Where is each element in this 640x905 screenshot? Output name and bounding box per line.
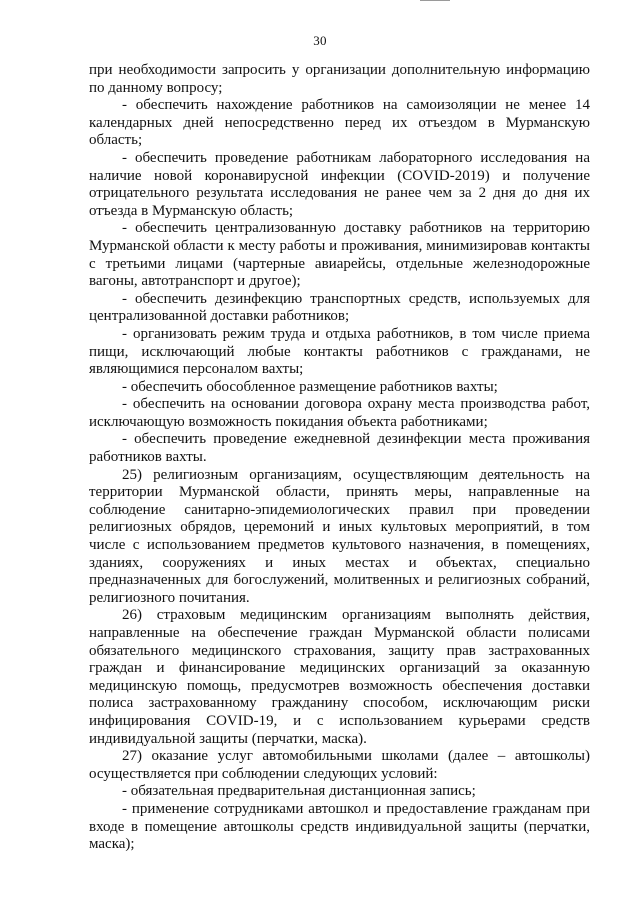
clause-26-insurance-organizations: 26) страховым медицинским организациям выполнять действия, направленные на обеспечение граждан Мурманской области полисами обязательного медицинского страхования, защиту прав застрахованных граждан и финансирование медицинских организаций за оказанную медицинскую помощь, предусмотрев возможность обеспечения доставки полиса застрахованному гражданину способом, исключающим риски инфицирования COVID-19, и с использованием курьерами средств индивидуальной защиты (перчатки, маска). xyxy=(89,607,590,747)
clause-27-driving-schools: 27) оказание услуг автомобильными школами (далее – автошколы) осуществляется при соблюдении следующих условий: xyxy=(89,748,590,782)
list-item-site-security: - обеспечить на основании договора охрану места производства работ, исключающую возможность покидания объекта работниками; xyxy=(89,396,590,430)
list-item-self-isolation: - обеспечить нахождение работников на самоизоляции не менее 14 календарных дней непосредственно перед их отъездом в Мурманскую область; xyxy=(89,97,590,149)
list-item-work-rest-regime: - организовать режим труда и отдыха работников, в том числе приема пищи, исключающий любые контакты работников с гражданами, не являющимися персоналом вахты; xyxy=(89,325,590,378)
list-item-lab-testing: - обеспечить проведение работникам лабораторного исследования на наличие новой коронавирусной инфекции (COVID-2019) и получение отрицательного результата исследования не ранее чем за 2 дня до дня их отъезда в Мурманскую область; xyxy=(89,149,590,219)
page-number: 30 xyxy=(313,33,327,48)
list-item-vehicle-disinfection: - обеспечить дезинфекцию транспортных средств, используемых для централизованной доставки работников; xyxy=(89,290,590,325)
paragraph-continuation: при необходимости запросить у организации дополнительную информацию по данному вопросу; xyxy=(89,62,590,96)
list-item-centralized-delivery: - обеспечить централизованную доставку работников на территорию Мурманской области к месту работы и проживания, минимизировав контакты с третьими лицами (чартерные авиарейсы, отдельные железнодорожные вагоны, автотранспорт и другое); xyxy=(89,220,590,290)
clause-25-religious-organizations: 25) религиозным организациям, осуществляющим деятельность на территории Мурманской области, принять меры, направленные на соблюдение санитарно-эпидемиологических правил при проведении религиозных обрядов, церемоний и иных культовых мероприятий, в том числе с использованием предметов культового назначения, в помещениях, зданиях, сооружениях и иных местах и объектах, специально предназначенных для богослужений, молитвенных и религиозных собраний, религиозного почитания. xyxy=(89,466,590,606)
list-item-daily-disinfection: - обеспечить проведение ежедневной дезинфекции места проживания работников вахты. xyxy=(89,431,590,466)
list-item-protective-equipment: - применение сотрудниками автошкол и предоставление гражданам при входе в помещение автошколы средств индивидуальной защиты (перчатки, маска); xyxy=(89,800,590,853)
list-item-separate-accommodation: - обеспечить обособленное размещение работников вахты; xyxy=(122,378,498,395)
scan-mark xyxy=(420,0,450,1)
list-item-remote-registration: - обязательная предварительная дистанционная запись; xyxy=(122,783,476,800)
document-body xyxy=(89,62,590,854)
